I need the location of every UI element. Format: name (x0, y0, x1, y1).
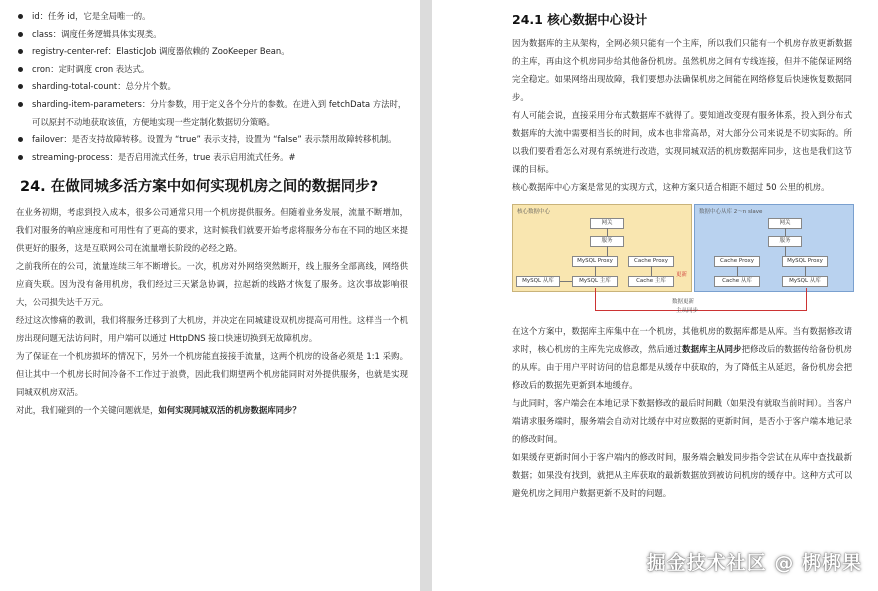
paragraph (512, 322, 852, 394)
paragraph: 核心数据库中心方案是常见的实现方式，这种方案只适合相距不超过 50 公里的机房。 (512, 182, 830, 192)
mysql-slave-node: MySQL 从库 (782, 276, 828, 287)
paragraph-text: 把修改后的数据传给备份机房的从库。由于用户平时访问的信息都是从缓存中获取的，为了降低主从延迟，备份机房会把修改后的数据先更新到本地缓存。 (512, 344, 853, 390)
mysql-slave-node: MySQL 从库 (516, 276, 560, 287)
service-node: 服务 (590, 236, 624, 247)
connector-line (560, 281, 572, 282)
sync-line (595, 288, 596, 310)
section-heading: 24. 在做同城多活方案中如何实现机房之间的数据同步? (20, 179, 379, 196)
paragraph (16, 401, 408, 419)
cache-proxy-node: Cache Proxy (714, 256, 760, 267)
paragraph: 与此同时，客户端会在本地记录下数据修改的最后时间戳（如果没有就取当前时间）。当客户端请求服务端时，服务端会自动对比缓存中对应数据的更新时间，是否小于客户端本地记录的修改时间。 (512, 398, 852, 444)
sync-label: 数据更新 (672, 299, 695, 305)
connector-line (785, 246, 786, 256)
mysql-proxy-node: MySQL Proxy (572, 256, 618, 267)
update-tag: 更新 (676, 272, 688, 278)
paragraph-bold: 数据库主从同步 (682, 344, 742, 354)
connector-line (651, 266, 652, 276)
sync-line (806, 288, 807, 310)
paragraph: 之前我所在的公司，流量连续三年不断增长。一次，机房对外网络突然断开，线上服务全部离线，网络供应商失联。因为没有备用机房，我们经过三天紧急协调，拉起新的线路才恢复了服务。这次事故影响很大，公司损失达千万元。 (16, 261, 408, 308)
paragraph-text: 对此，我们碰到的一个关键问题就是， (16, 405, 159, 416)
cache-slave-node: Cache 从库 (714, 276, 760, 287)
gateway-node: 网关 (590, 218, 624, 229)
list-item: cron：定时调度 cron 表达式。 (16, 61, 408, 79)
paragraph-bold: 如何实现同城双活的机房数据库同步？ (158, 405, 301, 416)
connector-line (805, 266, 806, 276)
document-page-left (0, 0, 420, 591)
sync-line (595, 310, 807, 311)
mysql-proxy-node: MySQL Proxy (782, 256, 828, 267)
paragraph: 为了保证在一个机房损坏的情况下，另外一个机房能直接接手流量，这两个机房的设备必须是 1:1 采购。但让其中一个机房长时间冷备不工作过于浪费，因此我们期望两个机房能同时对外提供服务，也就是实现同城双机房双活。 (16, 351, 408, 398)
watermark: 掘金技术社区 @ 梆梆果 (646, 552, 862, 574)
architecture-diagram (512, 200, 854, 318)
zone-title: 核心数据中心 (517, 209, 551, 215)
subsection-heading: 24.1 核心数据中心设计 (512, 12, 648, 27)
connector-line (785, 228, 786, 236)
paragraph: 在业务初期，考虑到投入成本，很多公司通常只用一个机房提供服务。但随着业务发展，流量不断增加，我们对服务的响应速度和可用性有了更高的要求，这时候我们就要开始考虑将服务分布在不同的地区来提供更好的服务，这是互联网公司在流量增长阶段的必经之路。 (16, 207, 408, 254)
parameter-list (16, 8, 408, 166)
paragraph: 有人可能会说，直接采用分布式数据库不就得了。要知道改变现有服务体系，投入到分布式数据库的大流中需要相当长的时间，成本也非常高昂，对大部分公司来说是不切实际的。所以我们要看看怎么对现有系统进行改造，实现同城双活的机房数据库同步，这也是我们这节课的目标。 (512, 110, 852, 174)
list-item: registry-center-ref：ElasticJob 调度器依赖的 ZooKeeper Bean。 (16, 43, 408, 61)
list-item: id：任务 id，它是全局唯一的。 (16, 8, 408, 26)
sync-label: 主从同步 (676, 308, 699, 314)
zone-title: 数据中心从库 2～n slave (699, 209, 763, 215)
connector-line (607, 246, 608, 256)
cache-proxy-node: Cache Proxy (628, 256, 674, 267)
list-item: streaming-process：是否启用流式任务，true 表示启用流式任务。# (16, 149, 408, 167)
page-gap (420, 0, 432, 591)
paragraph: 如果缓存更新时间小于客户端内的修改时间，服务端会触发同步指令尝试在从库中查找最新数据；如果没有找到，就把从主库获取的最新数据放到被访问机房的缓存中。这种方式可以避免机房之间用户数据更新不及时的问题。 (512, 452, 852, 498)
paragraph: 因为数据库的主从架构，全网必须只能有一个主库，所以我们只能有一个机房存放更新数据的主库，再由这个机房同步给其他备份机房。虽然机房之间有专线连接，但并不能保证网络完全稳定。如果网络出现故障，我们要想办法确保机房之间能在网络修复后快速恢复数据同步。 (512, 38, 852, 102)
cache-master-node: Cache 主库 (628, 276, 674, 287)
connector-line (737, 266, 738, 276)
paragraph: 经过这次惨痛的教训，我们将服务迁移到了大机房，并决定在同城建设双机房提高可用性。这样当一个机房出现问题无法访问时，用户端可以通过 HttpDNS 接口快速切换到无故障机房。 (16, 315, 408, 344)
list-item: failover：是否支持故障转移。设置为 “true” 表示支持，设置为 “false” 表示禁用故障转移机制。 (16, 131, 408, 149)
mysql-master-node: MySQL 主库 (572, 276, 618, 287)
connector-line (595, 266, 596, 276)
gateway-node: 网关 (768, 218, 802, 229)
list-item: class：调度任务逻辑具体实现类。 (16, 26, 408, 44)
service-node: 服务 (768, 236, 802, 247)
list-item: sharding-total-count：总分片个数。 (16, 78, 408, 96)
connector-line (607, 228, 608, 236)
paragraph-text: 在这个方案中，数据库主库集中在一个机房，其他机房的数据库都是从库。当有数据修改请求时，核心机房的主库先完成修改，然后通过 (512, 326, 852, 354)
document-page-right (432, 0, 878, 591)
list-item: sharding-item-parameters：分片参数，用于定义各个分片的参数。在进入到 fetchData 方法时，可以原封不动地获取该值，方便地实现一些定制化数据切分策略。 (16, 96, 408, 131)
